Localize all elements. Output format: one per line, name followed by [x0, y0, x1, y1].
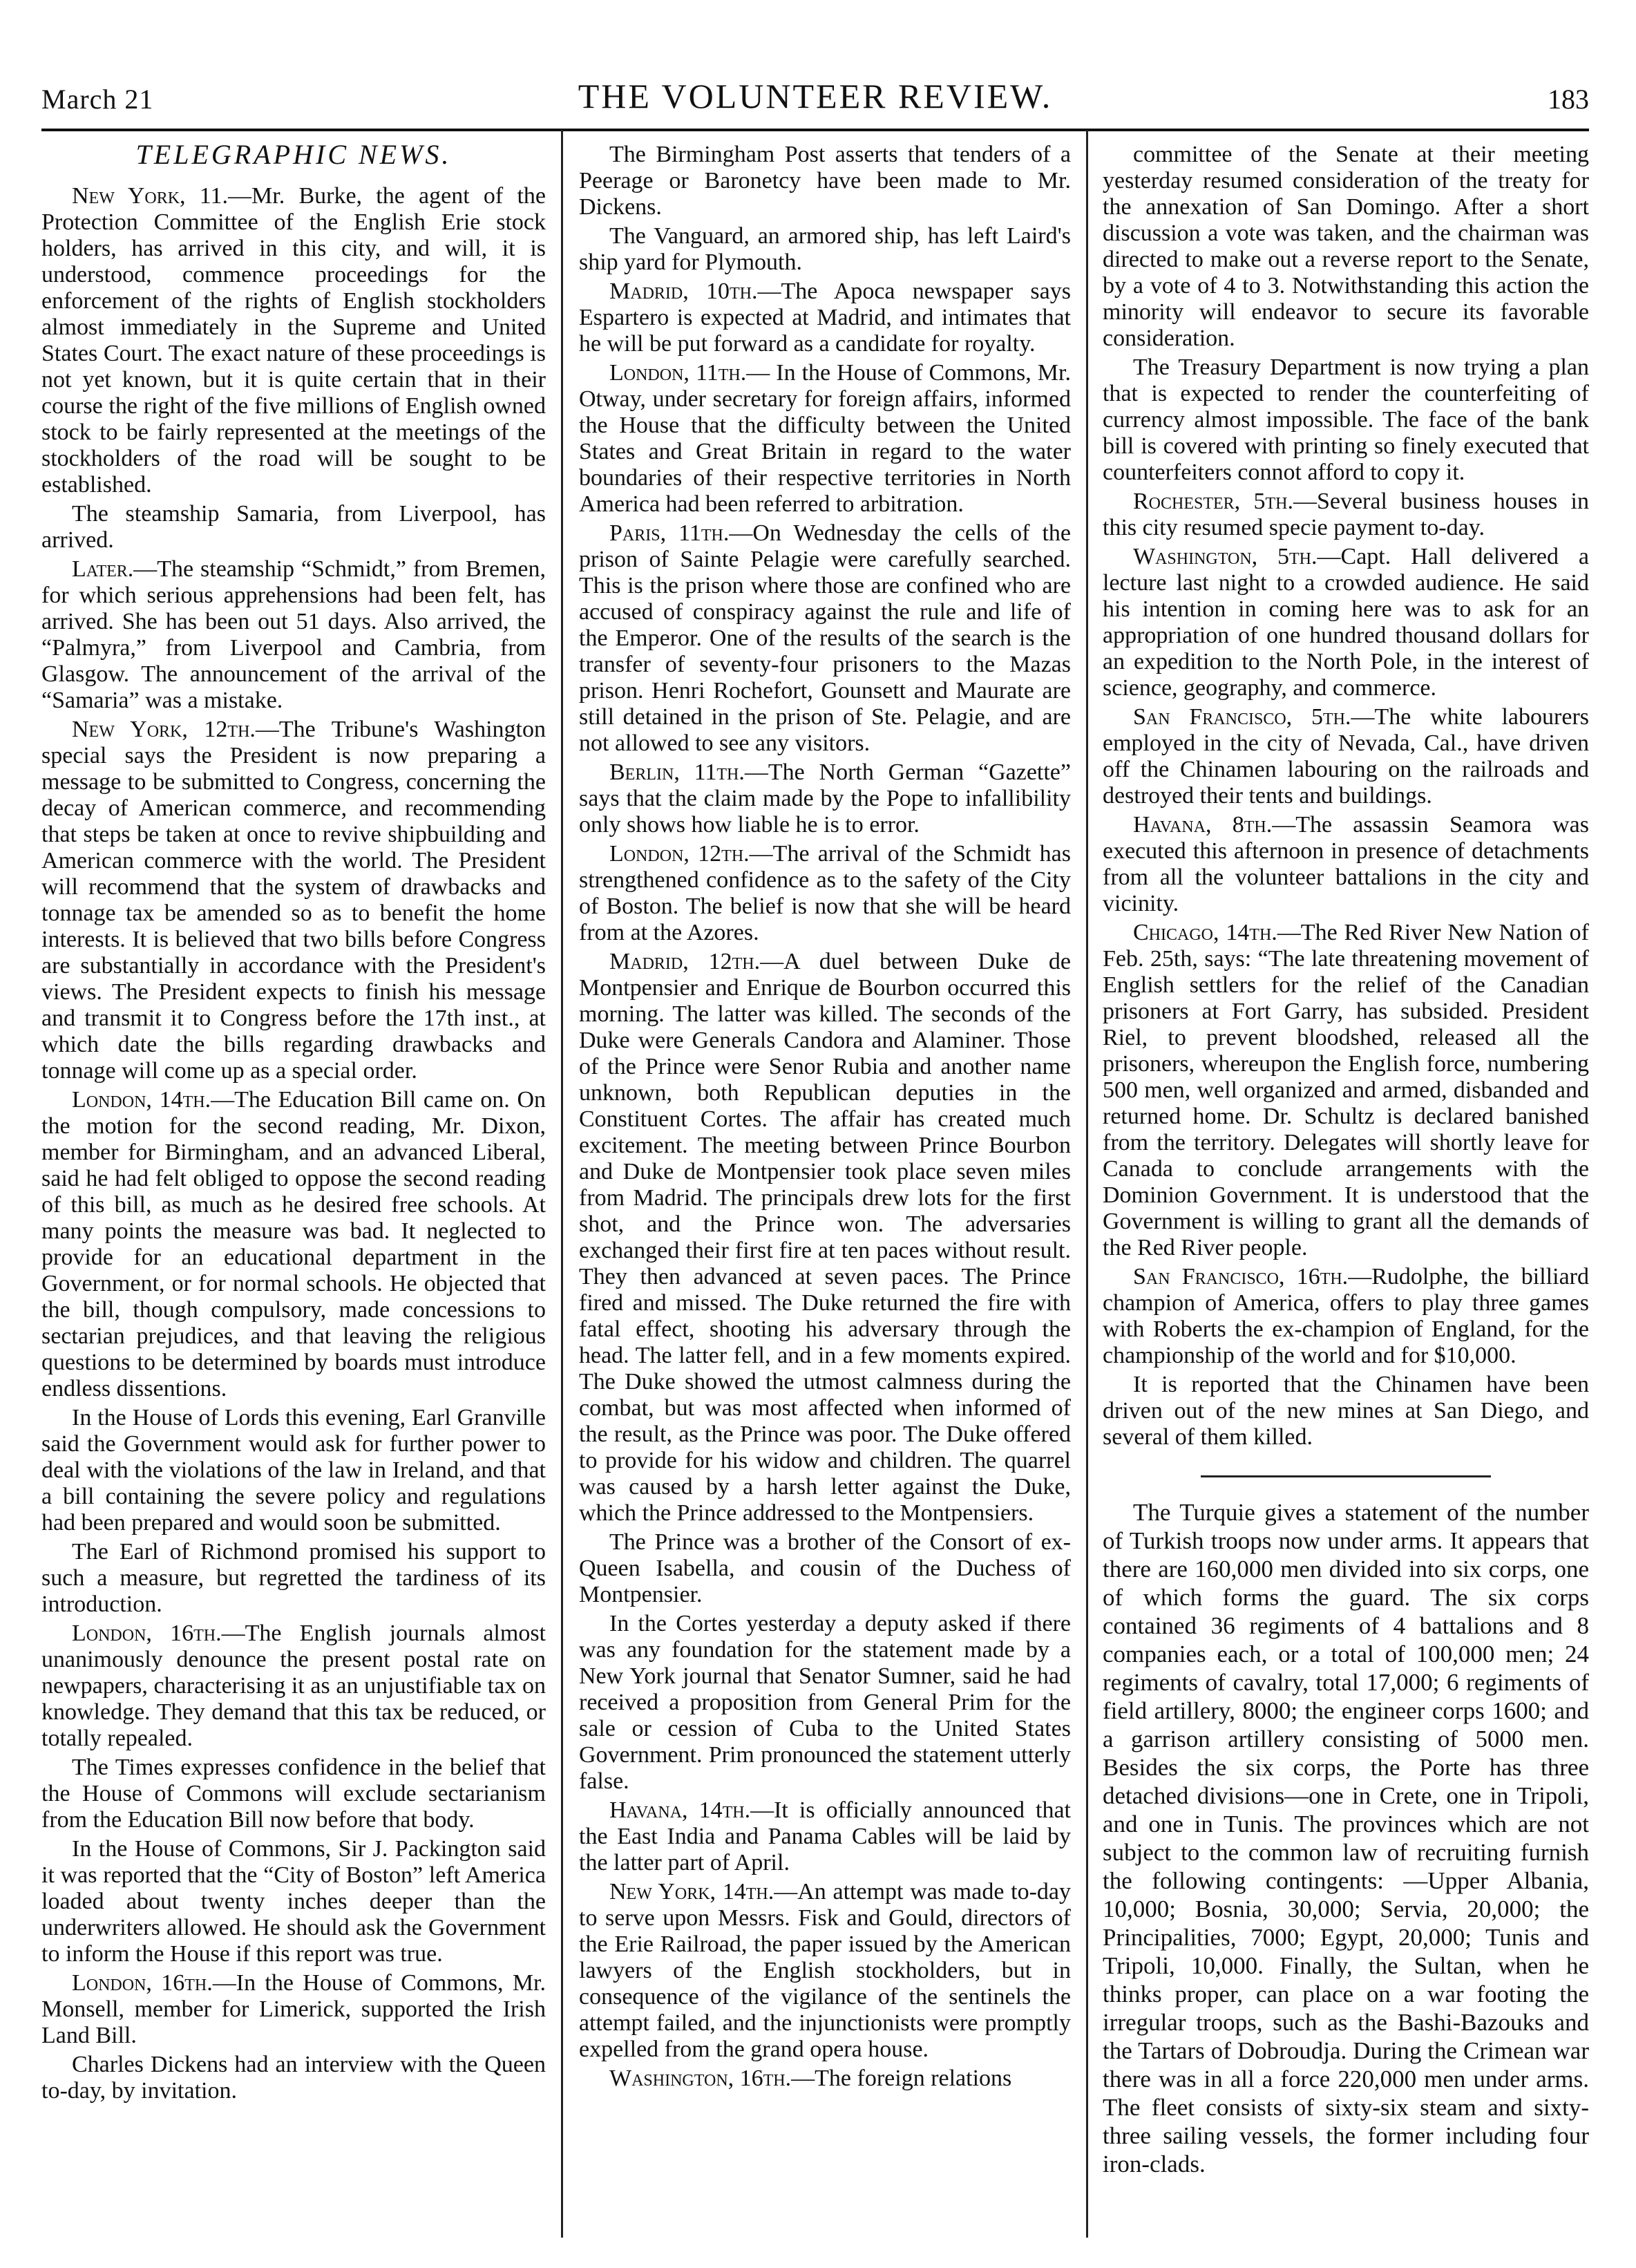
article-paragraph [1103, 812, 1589, 917]
article-text: The Treasury Department is now trying a plan that is expected to render the counterfeiting of currency almost impossible. The face of the bank bill is covered with printing so finely executed that counterfeiters connot afford to copy it. [1103, 355, 1589, 485]
article-text: —The English journals almost unanimously denounce the present postal rate on newpapers, characterising it as an unjustifiable tax on knowledge. They demand that this tax be reduced, or totally repealed. [41, 1620, 546, 1751]
article-text: —Mr. Burke, the agent of the Protection Committee of the English Erie stock holders, has arrived in this city, and will, it is understood, commence proceedings for the enforcement of the rights of English stockholders almost immediately in the Supreme and United States Court. The exact nature of these proceedings is not yet known, but it is quite certain that in their course the right of the five millions of English owned stock to be fairly represented at the meetings of the stockholders of the road will be sought to be established. [41, 183, 546, 498]
issue-date: March 21 [41, 84, 154, 115]
dateline: Berlin, 11th. [609, 759, 745, 785]
article-text: —The Red River New Nation of Feb. 25th, says: “The late threatening movement of English settlers for the relief of the Canadian prisoners at Fort Garry, has subsided. President Riel, to prevent bloodshed, released all the prisoners, whereupon the English force, numbering 500 men, well organized and armed, disbanded and returned home. Dr. Schultz is declared banished from the territory. Delegates will shortly leave for Canada to conclude arrangements with the Dominion Government. It is understood that the Government is willing to grant all the demands of the Red River people. [1103, 920, 1589, 1260]
article-paragraph [1103, 489, 1589, 541]
article-text: The Prince was a brother of the Consort of ex-Queen Isabella, and cousin of the Duchess of Montpensier. [579, 1529, 1071, 1607]
page-number: 183 [1548, 84, 1589, 115]
article-paragraph [41, 183, 546, 498]
dateline: London, 12th. [609, 841, 750, 867]
article-paragraph [579, 360, 1071, 518]
dateline: New York, 12th. [72, 717, 256, 742]
dateline: Madrid, 12th. [609, 949, 761, 974]
article-text: In the House of Lords this evening, Earl Granville said the Government would ask for further power to deal with the violations of the law in Ireland, and that a bill containing the severe policy and regulations had been prepared and would soon be submitted. [41, 1405, 546, 1535]
article-text: —The Tribune's Washington special says the President is now preparing a message to be submitted to Congress, concerning the decay of American commerce, and recommending that steps be taken at once to revive shipbuilding and American commerce with the world. The President will recommend that the system of drawbacks and tonnage tax be amended so as to benefit the home interests. It is believed that two bills before Congress are substantially in accordance with the President's views. The President expects to finish his message and transmit it to Congress before the 17th inst., at which date the bills regarding drawbacks and tonnage will come up as a special order. [41, 717, 546, 1084]
article-text: —The Apoca newspaper says Espartero is expected at Madrid, and intimates that he will be put forward as a candidate for royalty. [579, 278, 1071, 357]
article-paragraph [1103, 1264, 1589, 1369]
article-paragraph [41, 1836, 546, 1967]
dateline: Havana, 14th. [609, 1797, 751, 1823]
masthead-rule [41, 129, 1589, 131]
article-text: —The white labourers employed in the city of Nevada, Cal., have driven off the Chinamen labouring on the railroads and destroyed their tents and buildings. [1103, 704, 1589, 809]
article-text: —The North German “Gazette” says that the claim made by the Pope to infallibility only shows how liable he is to error. [579, 759, 1071, 838]
column-3 [1103, 142, 1589, 2222]
article-paragraph [579, 278, 1071, 357]
article-paragraph [579, 520, 1071, 757]
article-paragraph [41, 1755, 546, 1833]
article-text: —It is officially announced that the East India and Panama Cables will be laid by the latter part of April. [579, 1797, 1071, 1875]
dateline: New York, 11. [72, 183, 229, 209]
article-paragraph [41, 1970, 546, 2049]
article-paragraph [579, 949, 1071, 1527]
article-text: The Earl of Richmond promised his support to such a measure, but regretted the tardiness of its introduction. [41, 1539, 546, 1617]
article-text: —The foreign relations [791, 2066, 1012, 2091]
article-paragraph [41, 1405, 546, 1536]
article-text: The Birmingham Post asserts that tenders of a Peerage or Baronetcy have been made to Mr. Dickens. [579, 142, 1071, 220]
article-text: In the Cortes yesterday a deputy asked if there was any foundation for the statement made by a New York journal that Senator Sumner, said he had received a proposition from General Prim for the sale or cession of Cuba to the United States Government. Prim pronounced the statement utterly false. [579, 1611, 1071, 1794]
article-paragraph [1103, 704, 1589, 809]
article-text: —Rudolphe, the billiard champion of America, offers to play three games with Roberts the ex-champion of England, for the championship of the world and for $10,000. [1103, 1264, 1589, 1368]
article-paragraph [1103, 544, 1589, 701]
article-text: committee of the Senate at their meeting yesterday resumed consideration of the treaty for the annexation of San Domingo. After a short discussion a vote was taken, and the chairman was directed to make out a reverse report to the Senate, by a vote of 4 to 3. Notwithstanding this action the minority will endeavor to secure its favorable consideration. [1103, 142, 1589, 351]
article-text: —Several business houses in this city resumed specie payment to-day. [1103, 489, 1589, 540]
article-paragraph [579, 223, 1071, 276]
article-text: It is reported that the Chinamen have been driven out of the new mines at San Diego, and several of them killed. [1103, 1372, 1589, 1450]
publication-title: THE VOLUNTEER REVIEW. [578, 77, 1053, 115]
article-text: In the House of Commons, Sir J. Packington said it was reported that the “City of Boston” left America loaded about twenty inches deeper than the underwriters allowed. He should ask the Government to inform the House if this report was true. [41, 1836, 546, 1967]
article-text: —A duel between Duke de Montpensier and Enrique de Bourbon occurred this morning. The latter was killed. The seconds of the Duke were Generals Candora and Alaminer. Those of the Prince were Senor Rubia and another name unknown, both Republican deputies in the Constituent Cortes. The affair has created much excitement. The meeting between Prince Bourbon and Duke de Montpensier took place seven miles from Madrid. The principals drew lots for the first shot, and the Prince won. The adversaries exchanged their first fire at ten paces without result. They then advanced at seven paces. The Prince fired and missed. The Duke returned the fire with fatal effect, shooting his adversary through the head. The latter fell, and in a few moments expired. The Duke showed the utmost calmness during the combat, but was most affected when informed of the result, as the Prince was poor. The Duke offered to provide for his widow and children. The quarrel was caused by a harsh letter against the Duke, which the Prince addressed to the Montpensiers. [579, 949, 1071, 1526]
article-text: —An attempt was made to-day to serve upon Messrs. Fisk and Gould, directors of the Erie Railroad, the paper issued by the American lawyers of the English stockholders, but in consequence of the vigilance of the sentinels the attempt failed, and the injunctionists were promptly expelled from the grand opera house. [579, 1879, 1071, 2062]
article-paragraph [579, 142, 1071, 220]
article-paragraph [579, 1879, 1071, 2063]
article-text: —The steamship “Schmidt,” from Bremen, for which serious apprehensions had been felt, has arrived. She has been out 51 days. Also arrived, the “Palmyra,” from Liverpool and Cambria, from Glasgow. The announcement of the arrival of the “Samaria” was a mistake. [41, 556, 546, 713]
dateline: Washington, 16th. [609, 2066, 792, 2091]
article-list [579, 142, 1071, 2092]
turkish-troops-article [1103, 1498, 1589, 2178]
article-paragraph [1103, 920, 1589, 1261]
dateline: London, 16th. [72, 1970, 213, 1996]
article-paragraph [579, 1529, 1071, 1608]
article-text: The Vanguard, an armored ship, has left Laird's ship yard for Plymouth. [579, 223, 1071, 275]
column-1 [41, 142, 546, 2222]
section-separator [1201, 1475, 1491, 1477]
article-text: —The assassin Seamora was executed this afternoon in presence of detachments from all the volunteer battalions in the city and vicinity. [1103, 812, 1589, 916]
article-paragraph [579, 2066, 1071, 2092]
article-paragraph: The Turquie gives a statement of the number of Turkish troops now under arms. It appears that there are 160,000 men divided into six corps, one of which forms the guard. The six corps contained 36 regiments of 4 battalions and 8 companies each, or a total of 100,000 men; 24 regiments of cavalry, total 17,000; 6 regiments of field artillery, 8000; the engineer corps 1600; and a garrison artillery consisting of 5000 men. Besides the six corps, the Porte has three detached divisions—one in Crete, one in Tripoli, and one in Tunis. The provinces which are not subject to the common law of recruiting furnish the following contingents: —Upper Albania, 10,000; Bosnia, 30,000; Servia, 20,000; the Principalities, 7000; Egypt, 20,000; Tunis and Tripoli, 10,000. Finally, the Sultan, when he thinks proper, can place on a war footing the irregular troops, such as the Bashi-Bazouks and the Tartars of Dobroudja. During the Crimean war there was in all a force 220,000 men under arms. The fleet consists of sixty-six steam and sixty-three sailing vessels, the former including four iron-clads. [1103, 1499, 1589, 2177]
dateline: London, 16th. [72, 1620, 222, 1646]
article-paragraph [579, 1611, 1071, 1795]
dateline: Paris, 11th. [609, 520, 730, 546]
dateline: San Francisco, 5th. [1133, 704, 1351, 730]
article-text: —Capt. Hall delivered a lecture last night to a crowded audience. He said his intention in coming here was to ask for an appropriation of one hundred thousand dollars for an expedition to the North Pole, in the interest of science, geography, and commerce. [1103, 544, 1589, 701]
column-divider [561, 130, 563, 2238]
article-paragraph [1103, 355, 1589, 486]
masthead [41, 76, 1589, 124]
article-paragraph [579, 1797, 1071, 1876]
article-paragraph [41, 1539, 546, 1618]
column-2 [579, 142, 1071, 2222]
dateline: Chicago, 14th. [1133, 920, 1277, 945]
article-list [1103, 142, 1589, 1450]
dateline: Washington, 5th. [1133, 544, 1318, 569]
column-divider [1086, 130, 1088, 2238]
dateline: New York, 14th. [609, 1879, 774, 1905]
dateline: San Francisco, 16th. [1133, 1264, 1349, 1289]
article-paragraph [41, 1087, 546, 1402]
dateline: Havana, 8th. [1133, 812, 1273, 838]
dateline: Rochester, 5th. [1133, 489, 1293, 514]
article-paragraph [41, 717, 546, 1084]
article-paragraph [41, 1620, 546, 1752]
dateline: London, 11th. [609, 360, 747, 386]
article-paragraph [1103, 1372, 1589, 1450]
dateline: London, 14th. [72, 1087, 211, 1113]
article-text: — In the House of Commons, Mr. Otway, under secretary for foreign affairs, informed the House that the difficulty between the United States and Great Britain in regard to the water boundaries of their respective territories in North America had been referred to arbitration. [579, 360, 1071, 517]
article-text: —The Education Bill came on. On the motion for the second reading, Mr. Dixon, member for Birmingham, and an advanced Liberal, said he had felt obliged to oppose the second reading of this bill, as much as he desired free schools. At many points the measure was bad. It neglected to provide for an educational department in the Government, or for normal schools. He objected that the bill, though compulsory, made concessions to sectarian prejudices, and that leaving the religious questions to be determined by boards must introduce endless dissentions. [41, 1087, 546, 1401]
section-heading: TELEGRAPHIC NEWS. [135, 142, 452, 170]
article-paragraph [1103, 142, 1589, 352]
article-paragraph [41, 501, 546, 554]
article-text: —In the House of Commons, Mr. Monsell, member for Limerick, supported the Irish Land Bill. [41, 1970, 546, 2048]
article-list [41, 183, 546, 2104]
article-text: —On Wednesday the cells of the prison of Sainte Pelagie were carefully searched. This is the prison where those are confined who are accused of conspiracy against the rule and life of the Emperor. One of the results of the search is the transfer of seventy-four prisoners to the Mazas prison. Henri Rochefort, Gounsett and Maurate are still detained in the prison of Ste. Pelagie, and are not allowed to see any visitors. [579, 520, 1071, 756]
article-text: The Times expresses confidence in the belief that the House of Commons will exclude sectarianism from the Education Bill now before that body. [41, 1755, 546, 1833]
article-paragraph [41, 556, 546, 714]
article-paragraph [579, 759, 1071, 838]
article-text: Charles Dickens had an interview with the Queen to-day, by invitation. [41, 2052, 546, 2104]
dateline: Later. [72, 556, 134, 582]
article-text: The steamship Samaria, from Liverpool, has arrived. [41, 501, 546, 553]
dateline: Madrid, 10th. [609, 278, 758, 304]
article-paragraph [41, 2052, 546, 2104]
article-text: —The arrival of the Schmidt has strengthened confidence as to the safety of the City of Boston. The belief is now that she will be heard from at the Azores. [579, 841, 1071, 945]
article-paragraph [579, 841, 1071, 946]
